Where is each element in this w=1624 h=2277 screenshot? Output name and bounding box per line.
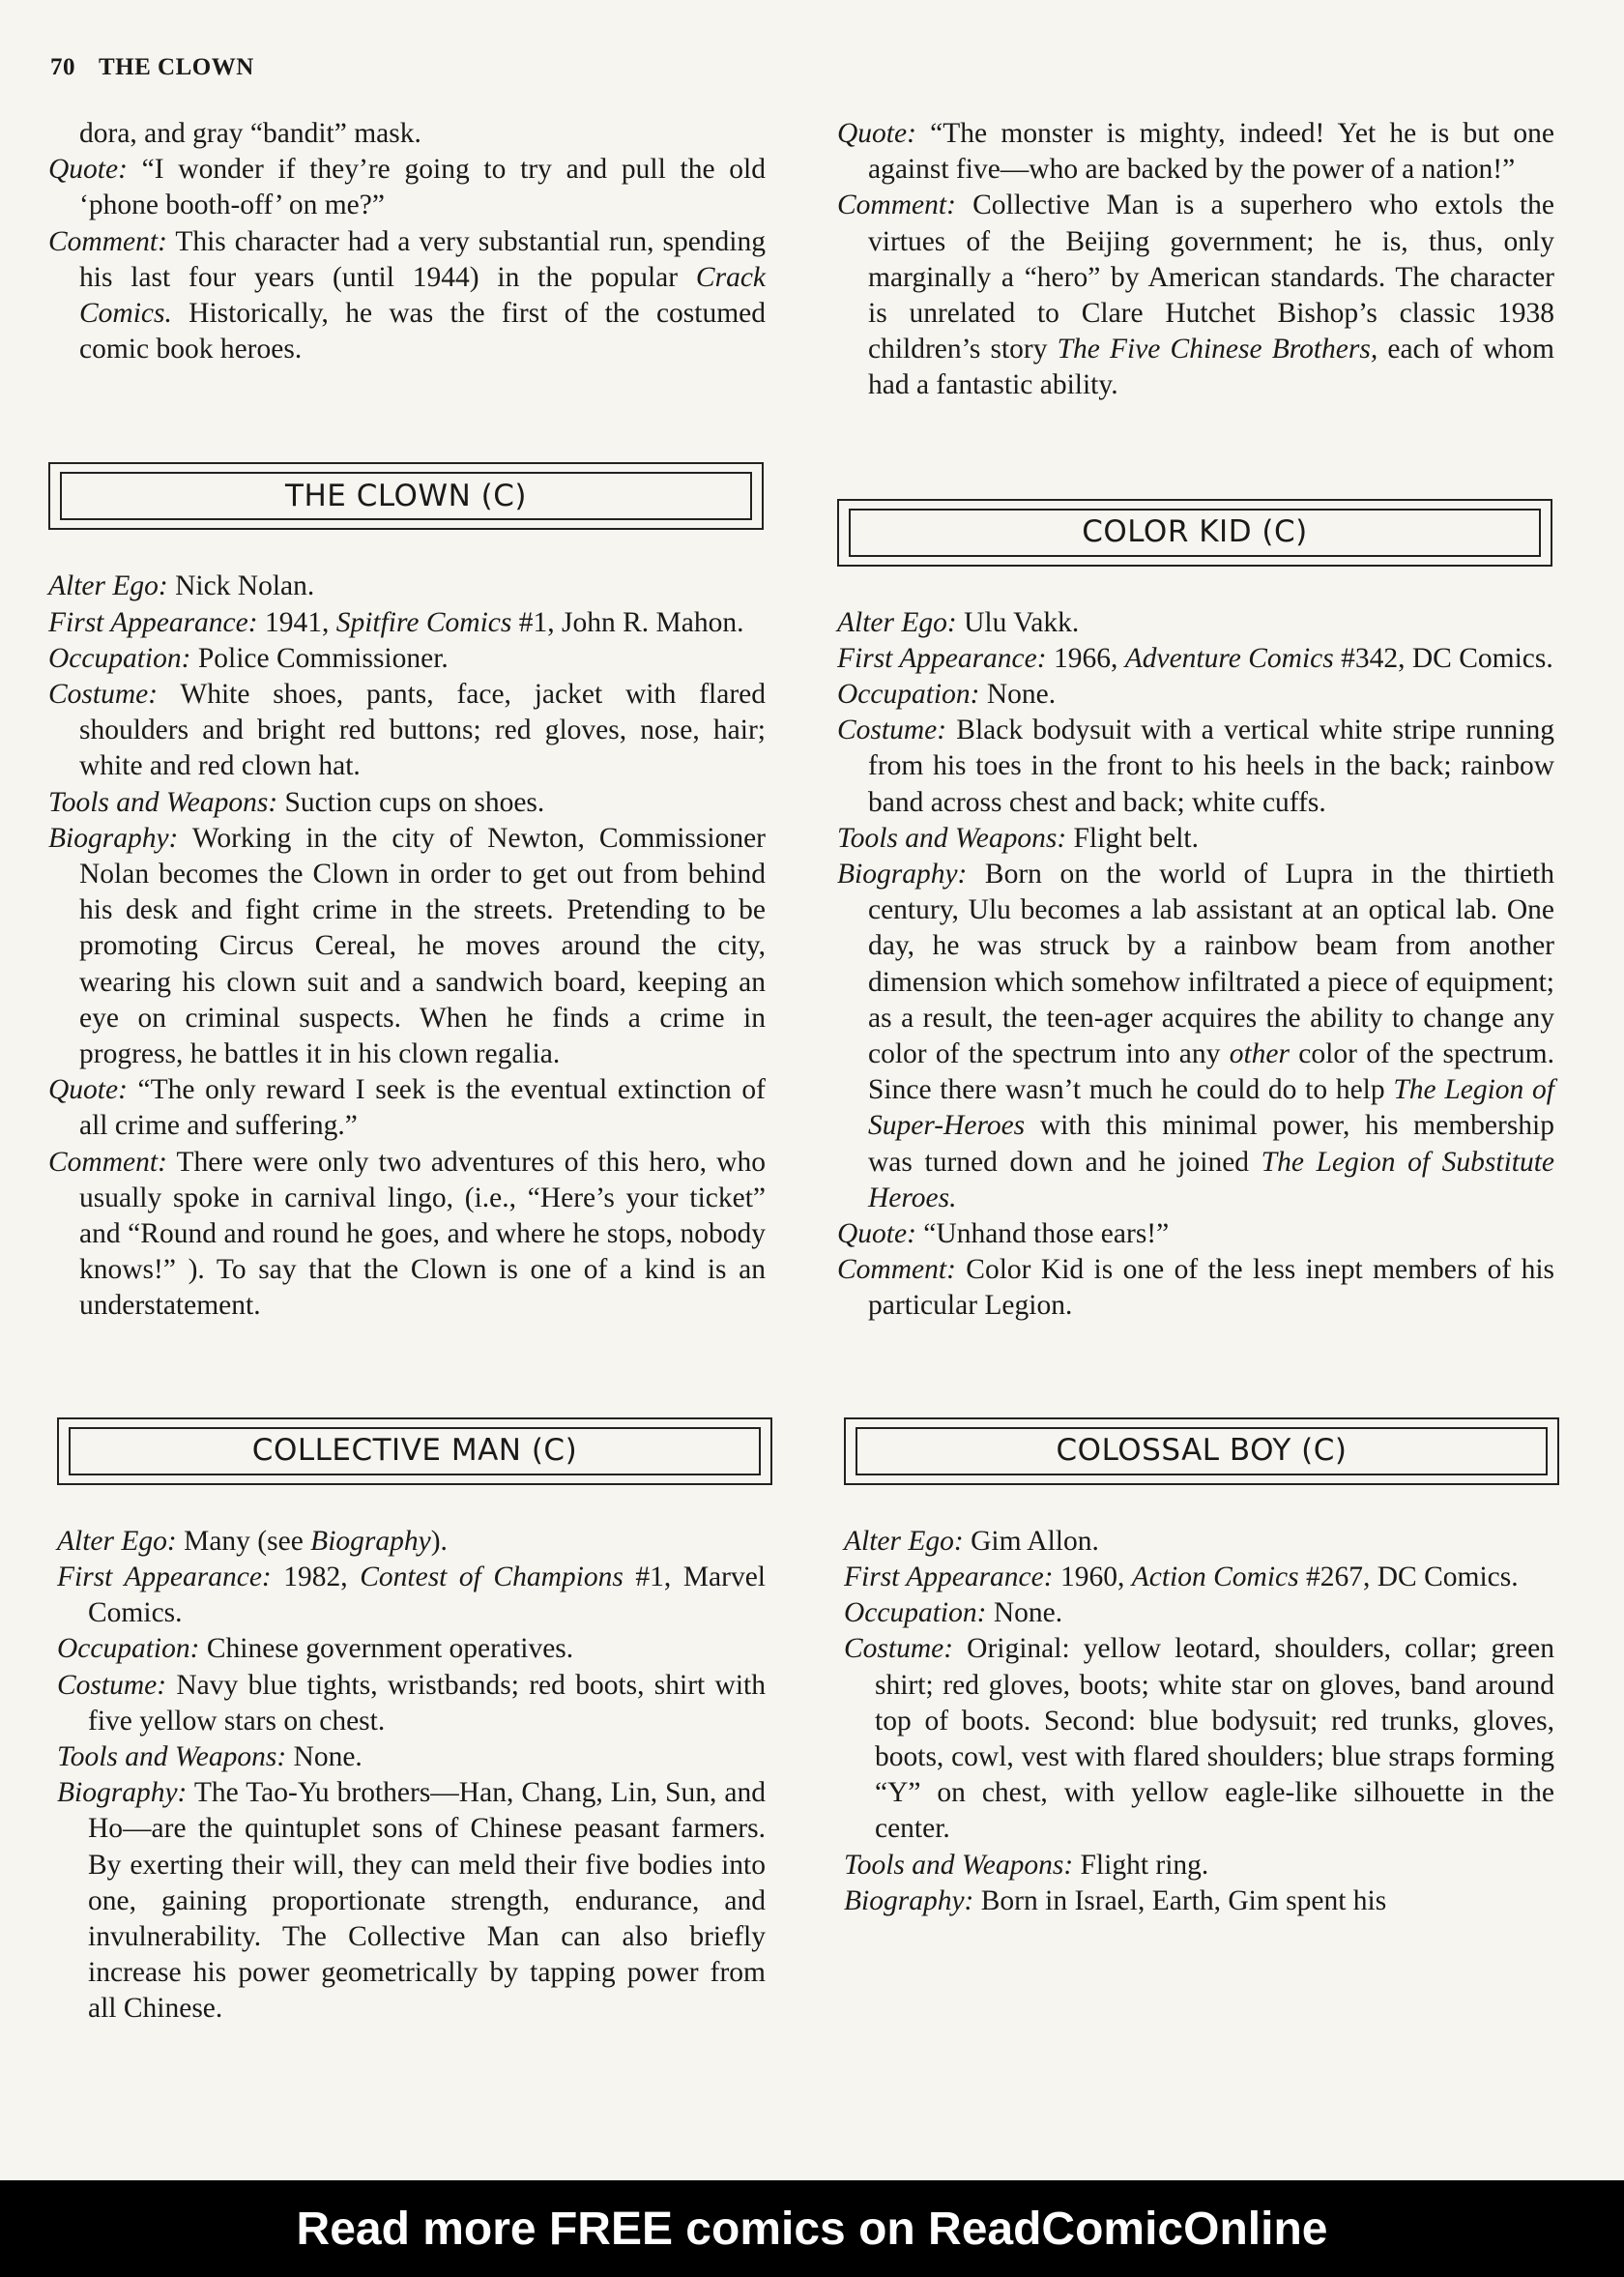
quote-entry: Quote: “I wonder if they’re going to try and pull the old ‘phone booth-off’ on me?”	[48, 154, 766, 221]
comment-entry: Comment: This character had a very substantial run, spending his last four years (until 1944) in the popular Crack Comics. Historically, he was the first of the costumed comic book heroes.	[48, 225, 766, 365]
first-appearance-entry: First Appearance: 1982, Contest of Champions #1, Marvel Comics.	[57, 1561, 767, 1629]
running-head	[50, 54, 254, 81]
biography-entry: Biography: Born on the world of Lupra in the thirtieth century, Ulu becomes a lab assistant at an optical lab. One day, he was struck by a rainbow beam from another dimension which somehow infiltrated a piece of equipment; as a result, the teen-ager acquires the ability to change any color of the spectrum into any other color of the spectrum. Since there wasn’t much he could do to help The Legion of Super-Heroes with this minimal power, his membership was turned down and he joined The Legion of Substitute Heroes.	[837, 859, 1555, 1213]
first-appearance-entry: First Appearance: 1941, Spitfire Comics #1, John R. Mahon.	[48, 606, 744, 638]
occupation-entry: Occupation: Chinese government operatives.	[57, 1633, 574, 1665]
first-appearance-entry: First Appearance: 1960, Action Comics #267, DC Comics.	[844, 1561, 1519, 1592]
entry-heading-collective-man: COLLECTIVE MAN (C)	[57, 1417, 772, 1485]
entry-heading-colossal-boy: COLOSSAL BOY (C)	[844, 1417, 1559, 1485]
costume-entry: Costume: White shoes, pants, face, jacket with flared shoulders and bright red buttons; red gloves, nose, hair; white and red clown hat.	[48, 679, 766, 782]
left-column	[48, 116, 766, 2028]
tools-entry: Tools and Weapons: Flight ring.	[844, 1849, 1209, 1881]
tools-entry: Tools and Weapons: Suction cups on shoes.	[48, 786, 545, 818]
biography-entry: Biography: Working in the city of Newton, Commissioner Nolan becomes the Clown in order to get out from behind his desk and fight crime in the streets. Pretending to be promoting Circus Cereal, he moves around the city, wearing his clown suit and a sandwich board, keeping an eye on criminal suspects. When he finds a crime in progress, he battles it in his clown regalia.	[48, 822, 766, 1070]
entry-heading-color-kid: COLOR KID (C)	[837, 499, 1552, 567]
alter-ego-entry: Alter Ego: Ulu Vakk.	[837, 606, 1080, 638]
quote-entry: Quote: “The monster is mighty, indeed! Yet he is but one against five—who are backed by the power of a nation!”	[837, 118, 1554, 186]
occupation-entry: Occupation: None.	[837, 679, 1057, 711]
biography-entry: Biography: Born in Israel, Earth, Gim spent his	[844, 1884, 1387, 1916]
first-appearance-entry: First Appearance: 1966, Adventure Comics #342, DC Comics.	[837, 642, 1553, 674]
footer-banner[interactable]: Read more FREE comics on ReadComicOnline	[0, 2180, 1624, 2277]
costume-entry: Costume: Original: yellow leotard, shoulders, collar; green shirt; red gloves, boots; white star on gloves, band around top of boots. Second: blue bodysuit; red trunks, gloves, boots, cowl, vest with flared shoulders; blue straps forming “Y” on chest, with yellow eagle-like silhouette in the center.	[844, 1633, 1554, 1845]
tools-entry: Tools and Weapons: None.	[57, 1740, 362, 1772]
colossal-boy-entries	[844, 1524, 1554, 1919]
collective-man-entries	[57, 1524, 766, 2028]
continued-costume-line: dora, and gray “bandit” mask.	[79, 118, 421, 149]
biography-entry: Biography: The Tao-Yu brothers—Han, Chang, Lin, Sun, and Ho—are the quintuplet sons of Chinese peasant farmers. By exerting their will, they can meld their five bodies into one, gaining proportionate strength, endurance, and invulnerability. The Collective Man can also briefly increase his power geometrically by tapping power from all Chinese.	[57, 1777, 766, 2025]
costume-entry: Costume: Navy blue tights, wristbands; red boots, shirt with five yellow stars on chest.	[57, 1669, 766, 1737]
comment-entry: Comment: Collective Man is a superhero who extols the virtues of the Beijing government; he is, thus, only marginally a “hero” by American standards. The character is unrelated to Clare Hutchet Bishop’s classic 1938 children’s story The Five Chinese Brothers, each of whom had a fantastic ability.	[837, 190, 1554, 401]
quote-entry: Quote: “Unhand those ears!”	[837, 1218, 1170, 1250]
occupation-entry: Occupation: None.	[844, 1597, 1063, 1629]
alter-ego-entry: Alter Ego: Gim Allon.	[844, 1525, 1099, 1557]
alter-ego-entry: Alter Ego: Nick Nolan.	[48, 570, 315, 602]
alter-ego-entry: Alter Ego: Many (see Biography).	[57, 1525, 448, 1557]
right-column	[837, 116, 1554, 1919]
comment-entry: Comment: There were only two adventures of this hero, who usually spoke in carnival lingo, (i.e., “Here’s your ticket” and “Round and round he goes, and where he stops, nobody knows!” ). To say that the Clown is one of a kind is an understatement.	[48, 1146, 766, 1322]
comment-entry: Comment: Color Kid is one of the less inept members of his particular Legion.	[837, 1254, 1554, 1322]
occupation-entry: Occupation: Police Commissioner.	[48, 642, 449, 674]
tools-entry: Tools and Weapons: Flight belt.	[837, 822, 1199, 854]
entry-heading-clown: THE CLOWN (C)	[48, 462, 764, 530]
costume-entry: Costume: Black bodysuit with a vertical white stripe running from his toes in the front to his heels in the back; rainbow band across chest and back; white cuffs.	[837, 715, 1554, 818]
page-number: 70	[50, 54, 75, 80]
running-title: THE CLOWN	[99, 54, 254, 80]
quote-entry: Quote: “The only reward I seek is the eventual extinction of all crime and suffering.”	[48, 1074, 766, 1142]
